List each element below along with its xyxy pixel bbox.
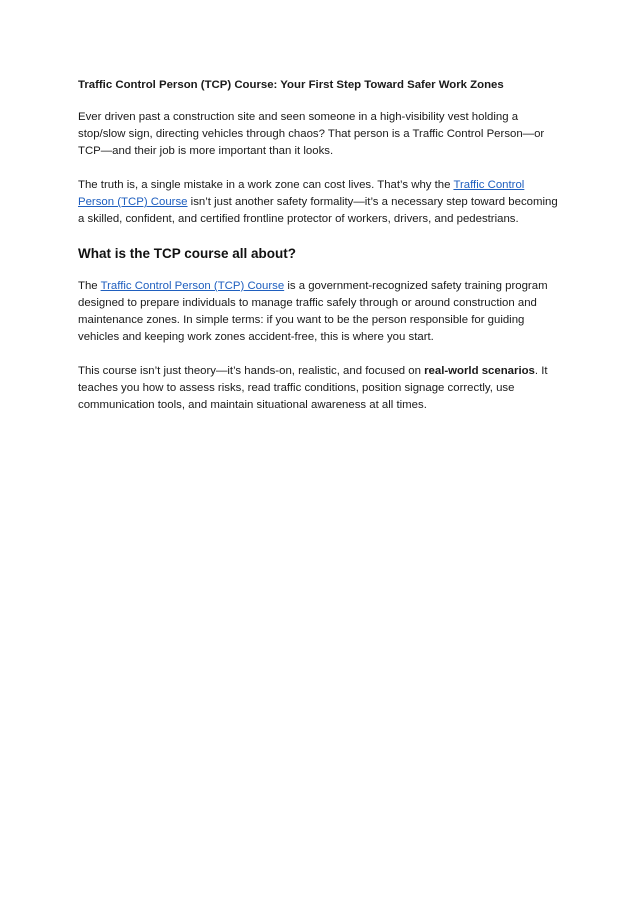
paragraph-course-overview: [78, 278, 560, 346]
paragraph-why-course: [78, 177, 560, 228]
tcp-course-link[interactable]: Traffic Control Person (TCP) Course: [100, 280, 285, 292]
paragraph-hands-on: [78, 363, 560, 414]
paragraph-text: is a government-recognized safety training program designed to prepare individuals to manage traffic safely through or around construction and maintenance zones. In simple terms: if you want to be the person responsible for guiding vehicles and keeping work zones accident-free, this is where you start.: [78, 280, 548, 343]
paragraph-text: The: [78, 280, 101, 292]
paragraph-text: . It teaches you how to assess risks, read traffic conditions, position signage correctly, use communication tools, and maintain situational awareness at all times.: [78, 365, 548, 411]
paragraph-text: isn’t just another safety formality—it’s a necessary step toward becoming a skilled, confident, and certified frontline protector of workers, drivers, and pedestrians.: [78, 196, 558, 225]
emphasis-text: real-world scenarios: [424, 365, 535, 377]
document-title: Traffic Control Person (TCP) Course: Your First Step Toward Safer Work Zones: [78, 79, 504, 91]
document-body: [78, 77, 560, 431]
paragraph-text: This course isn’t just theory—it’s hands-on, realistic, and focused on: [78, 365, 425, 377]
tcp-course-link[interactable]: Traffic Control Person (TCP) Course: [78, 179, 525, 208]
intro-paragraph: Ever driven past a construction site and seen someone in a high-visibility vest holding a stop/slow sign, directing vehicles through chaos? That person is a Traffic Control Person—or TCP—and their job is more important than it looks.: [78, 111, 545, 157]
paragraph-text: The truth is, a single mistake in a work zone can cost lives. That’s why the: [78, 179, 454, 191]
section-heading: What is the TCP course all about?: [78, 246, 297, 261]
